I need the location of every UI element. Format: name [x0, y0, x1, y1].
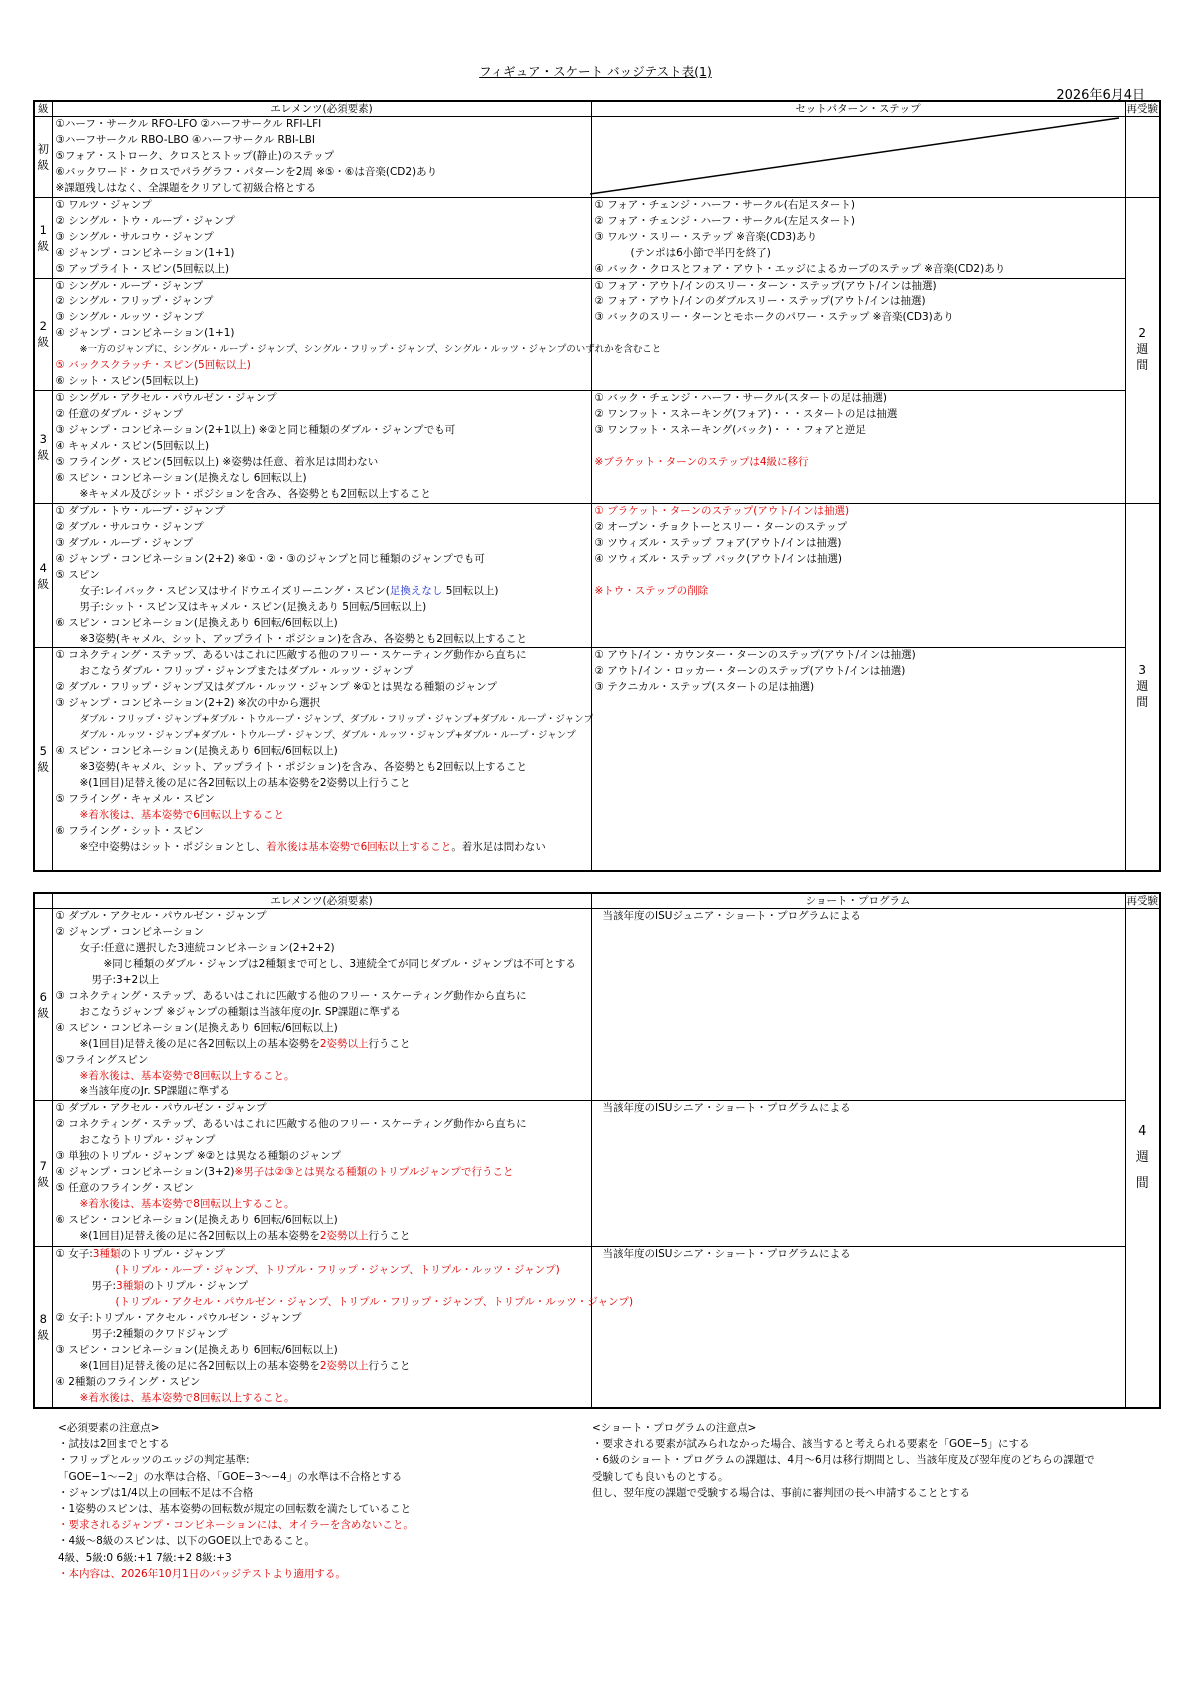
line-item: ① ダブル・アクセル・パウルゼン・ジャンプ — [55, 910, 267, 922]
line-item: ① フォア・チェンジ・ハーフ・サークル(右足スタート) — [594, 198, 856, 211]
document-date: 2026年6月4日 — [1056, 88, 1145, 103]
header-level: 級 — [34, 101, 52, 117]
line-item: ① ダブル・トウ・ループ・ジャンプ — [55, 504, 225, 517]
line-item: ① シングル・アクセル・パウルゼン・ジャンプ — [55, 392, 277, 405]
level-label: 級 — [37, 760, 49, 775]
level-label: 級 — [37, 238, 49, 253]
line-item: ④ ジャンプ・コンビネーション(1+1) — [55, 246, 235, 259]
highlight-red: ※男子は②③とは異なる種類のトリプルジャンプで行うこと — [234, 1166, 514, 1179]
retest-label: 間 — [1135, 1175, 1149, 1191]
line-item: ⑤ フライング・キャメル・スピン — [55, 793, 215, 806]
header-retest: 再受験 — [1126, 103, 1158, 115]
line-item: ⑥ フライング・シット・スピン — [55, 824, 205, 837]
line-item: ③ ワンフット・スネーキング(バック)・・・フォアと逆足 — [594, 424, 866, 437]
header-retest: 再受験 — [1126, 895, 1158, 907]
line-item: ⑥ スピン・コンビネーション(足換えあり 6回転/6回転以上) — [55, 1214, 338, 1227]
table-row — [34, 648, 1160, 871]
elements-cell — [52, 117, 591, 198]
line-item: ※(1回目)足替え後の足に各2回転以上の基本姿勢を2姿勢以上行うこと — [79, 1360, 411, 1373]
line-item: ④ ジャンプ・コンビネーション(3+2)※男子は②③とは異なる種類のトリプルジャンプで行うこと — [55, 1166, 514, 1179]
line-item: ② オープン・チョクトーとスリー・ターンのステップ — [594, 520, 848, 533]
line-item: ② シングル・フリップ・ジャンプ — [55, 295, 214, 308]
line-item: ④ ツウィズル・ステップ バック(アウト/インは抽選) — [594, 552, 842, 565]
level-label: 7 — [39, 1158, 47, 1173]
line-item: ⑤フライングスピン — [55, 1053, 149, 1066]
line-item: ⑥ シット・スピン(5回転以上) — [55, 375, 199, 388]
line-item: ④ ジャンプ・コンビネーション(1+1) — [55, 327, 235, 340]
level-cell — [34, 909, 52, 1101]
line-item: ③ 単独のトリプル・ジャンプ ※②とは異なる種類のジャンプ — [55, 1150, 341, 1163]
pattern-cell — [591, 503, 1125, 648]
header-pattern: セットパターン・ステップ — [591, 101, 1125, 117]
line-item: ⑤ アップライト・スピン(5回転以上) — [55, 262, 230, 275]
level-cell — [34, 197, 52, 278]
line-item: ③ ワルツ・スリー・ステップ ※音楽(CD3)あり — [594, 230, 818, 243]
level-label: 級 — [37, 1174, 49, 1189]
line-item: ② ダブル・フリップ・ジャンプ又はダブル・ルッツ・ジャンプ ※①とは異なる種類のジャンプ — [55, 681, 497, 694]
line-item: 「GOE−1〜−2」の水準は合格、「GOE−3〜−4」の水準は不合格とする — [58, 1470, 403, 1483]
line-item: ※空中姿勢はシット・ポジションとし、着氷後は基本姿勢で6回転以上すること。着氷足は問わない — [79, 840, 546, 853]
retest-label: 週 — [1136, 342, 1149, 357]
level-label: 級 — [37, 335, 49, 350]
line-item: ダブル・フリップ・ジャンプ+ダブル・トウループ・ジャンプ、ダブル・フリップ・ジャンプ+ダブル・ループ・ジャンプ — [79, 714, 594, 726]
level-label: 級 — [37, 1005, 49, 1020]
line-item: ダブル・ルッツ・ジャンプ+ダブル・トウループ・ジャンプ、ダブル・ルッツ・ジャンプ+ダブル・ループ・ジャンプ — [79, 730, 576, 742]
line-item: ② コネクティング・ステップ、あるいはこれに匹敵する他のフリー・スケーティング動作から直ちに — [55, 1118, 527, 1131]
line-item: ※同じ種類のダブル・ジャンプは2種類まで可とし、3連続全てが同じダブル・ジャンプは不可とする — [103, 957, 576, 970]
not-applicable-diagonal — [590, 118, 1119, 194]
line-item: <ショート・プログラムの注意点> — [592, 1422, 757, 1434]
program-cell — [591, 909, 1125, 1101]
line-item: ① ワルツ・ジャンプ — [55, 198, 152, 211]
header-level-blank — [34, 893, 52, 909]
line-item: 男子:2種類のクワドジャンプ — [91, 1328, 228, 1341]
table-row — [34, 1101, 1160, 1247]
line-item: ・1姿勢のスピンは、基本姿勢の回転数が規定の回転数を満たしていること — [58, 1503, 412, 1516]
line-item: (トリプル・アクセル・パウルゼン・ジャンプ、トリプル・フリップ・ジャンプ、トリプル・ルッツ・ジャンプ) — [115, 1296, 634, 1309]
line-item: ※3姿勢(キャメル、シット、アップライト・ポジション)を含み、各姿勢とも2回転以上すること — [79, 761, 527, 774]
line-item: ③ハーフサークル RBO-LBO ④ハーフサークル RBI-LBI — [55, 133, 315, 146]
line-item: 女子:任意に選択した3連続コンビネーション(2+2+2) — [79, 941, 335, 954]
level-cell — [34, 117, 52, 198]
line-item: ※3姿勢(キャメル、シット、アップライト・ポジション)を含み、各姿勢とも2回転以上すること — [79, 632, 527, 645]
line-item: 女子:レイバック・スピン又はサイドウエイズリーニング・スピン(足換えなし 5回転以上) — [79, 584, 499, 597]
elements-cell — [52, 278, 662, 391]
line-item: ② ダブル・サルコウ・ジャンプ — [55, 520, 204, 533]
line-item: ・4級〜8級のスピンは、以下のGOE以上であること。 — [58, 1535, 315, 1548]
line-item: (テンポは6小節で半円を終了) — [630, 246, 771, 259]
highlight-red: 2姿勢以上 — [319, 1360, 369, 1373]
line-item: ① バック・チェンジ・ハーフ・サークル(スタートの足は抽選) — [594, 392, 888, 405]
line-item: 男子:シット・スピン又はキャメル・スピン(足換えあり 5回転/5回転以上) — [79, 600, 427, 613]
elements-cell — [52, 648, 594, 871]
line-item: ※ブラケット・ターンのステップは4級に移行 — [594, 456, 809, 469]
line-item: 男子:3種類のトリプル・ジャンプ — [91, 1280, 249, 1293]
line-item: ※一方のジャンプに、シングル・ループ・ジャンプ、シングル・フリップ・ジャンプ、シングル・ルッツ・ジャンプのいずれかを含むこと — [79, 344, 662, 356]
line-item: ※着氷後は、基本姿勢で8回転以上すること。 — [79, 1392, 295, 1405]
line-item: ① ダブル・アクセル・パウルゼン・ジャンプ — [55, 1102, 267, 1115]
line-item: ① 女子:3種類のトリプル・ジャンプ — [55, 1248, 225, 1261]
header-program: ショート・プログラム — [591, 893, 1125, 909]
table-row — [34, 503, 1160, 648]
table-row — [34, 1247, 1160, 1408]
table-row — [34, 391, 1160, 504]
program-text: 当該年度のISUシニア・ショート・プログラムによる — [602, 1248, 851, 1261]
elements-cell — [52, 1101, 591, 1247]
line-item: ② ジャンプ・コンビネーション — [55, 925, 205, 938]
line-item: ① ブラケット・ターンのステップ(アウト/インは抽選) — [594, 504, 850, 517]
line-item: ⑤ フライング・スピン(5回転以上) ※姿勢は任意、着氷足は問わない — [55, 456, 379, 469]
highlight-red: 3種類 — [116, 1280, 144, 1293]
line-item: ① シングル・ループ・ジャンプ — [55, 279, 204, 292]
line-item: ④ スピン・コンビネーション(足換えあり 6回転/6回転以上) — [55, 1021, 338, 1034]
table-row — [34, 197, 1160, 278]
line-item: ※着氷後は、基本姿勢で6回転以上すること — [79, 808, 284, 821]
line-item: ※(1回目)足替え後の足に各2回転以上の基本姿勢を2姿勢以上行うこと — [79, 1037, 411, 1050]
line-item: ⑤ 任意のフライング・スピン — [55, 1182, 194, 1195]
highlight-red: 2姿勢以上 — [319, 1230, 369, 1243]
level-label: 初 — [37, 141, 49, 156]
elements-cell — [52, 197, 591, 278]
highlight-red: 3種類 — [92, 1248, 121, 1261]
line-item: ③ シングル・ルッツ・ジャンプ — [55, 311, 204, 324]
program-cell — [591, 1247, 1125, 1408]
line-item: ① コネクティング・ステップ、あるいはこれに匹敵する他のフリー・スケーティング動作から直ちに — [55, 649, 527, 662]
line-item: ③ コネクティング・ステップ、あるいはこれに匹敵する他のフリー・スケーティング動作から直ちに — [55, 989, 527, 1002]
header-elements: エレメンツ(必須要素) — [52, 893, 591, 909]
line-item: おこなうダブル・フリップ・ジャンプまたはダブル・ルッツ・ジャンプ — [79, 665, 414, 678]
line-item: ※当該年度のJr. SP課題に準ずる — [79, 1085, 230, 1098]
line-item: ② ワンフット・スネーキング(フォア)・・・スタートの足は抽選 — [594, 408, 898, 421]
line-item: ・フリップとルッツのエッジの判定基準: — [58, 1454, 250, 1467]
line-item: ③ バックのスリー・ターンとモホークのパワー・ステップ ※音楽(CD3)あり — [594, 311, 954, 324]
elements-cell — [52, 503, 591, 648]
line-item: ② 女子:トリプル・アクセル・パウルゼン・ジャンプ — [55, 1312, 302, 1325]
line-item: ※(1回目)足替え後の足に各2回転以上の基本姿勢を2姿勢以上行うこと — [79, 777, 411, 790]
level-label: 6 — [39, 989, 47, 1004]
highlight-red: 着氷後は基本姿勢で6回転以上すること — [266, 840, 452, 853]
line-item: ※着氷後は、基本姿勢で8回転以上すること。 — [79, 1069, 295, 1082]
line-item: ※着氷後は、基本姿勢で8回転以上すること。 — [79, 1198, 295, 1211]
line-item: ④ バック・クロスとフォア・アウト・エッジによるカーブのステップ ※音楽(CD2)あり — [594, 262, 1006, 275]
line-item: 男子:3+2以上 — [91, 973, 160, 986]
line-item: ② フォア・チェンジ・ハーフ・サークル(左足スタート) — [594, 214, 856, 227]
level-label: 4 — [39, 560, 47, 575]
line-item: ・6級のショート・プログラムの課題は、4月〜6月は移行期間とし、当該年度及び翌年度のどちらの課題で — [592, 1454, 1095, 1467]
line-item: ③ ジャンプ・コンビネーション(2+2) ※次の中から選択 — [55, 697, 321, 710]
retest-label: 4 — [1138, 1124, 1147, 1140]
retest-cell — [1125, 503, 1160, 871]
level-cell — [34, 1101, 52, 1247]
line-item: ④ キャメル・スピン(5回転以上) — [55, 440, 210, 453]
line-item: ③ ダブル・ループ・ジャンプ — [55, 536, 194, 549]
elements-cell — [52, 909, 591, 1101]
line-item: ⑥ スピン・コンビネーション(足換えあり 6回転/6回転以上) — [55, 616, 338, 629]
retest-label: 間 — [1136, 358, 1149, 373]
retest-label: 週 — [1136, 678, 1149, 693]
retest-cell — [1125, 909, 1160, 1408]
retest-label: 2 — [1138, 326, 1147, 341]
line-item: ② アウト/イン・ロッカー・ターンのステップ(アウト/インは抽選) — [594, 665, 906, 678]
line-item: ③ テクニカル・ステップ(スタートの足は抽選) — [594, 681, 815, 694]
pattern-cell — [591, 197, 1125, 278]
program-cell — [591, 1101, 1125, 1247]
level-cell — [34, 1247, 52, 1408]
line-item: ・要求される要素が試みられなかった場合、該当すると考えられる要素を「GOE−5」にする — [592, 1438, 1030, 1451]
line-item: ② フォア・アウト/インのダブルスリー・ステップ(アウト/インは抽選) — [594, 295, 926, 308]
level-label: 5 — [39, 744, 47, 759]
line-item: ※キャメル及びシット・ポジションを含み、各姿勢とも2回転以上すること — [79, 487, 431, 500]
line-item: ⑤フォア・ストローク、クロスとストップ(静止)のステップ — [55, 149, 335, 162]
level-cell — [34, 391, 52, 504]
line-item: ・ジャンプは1/4以上の回転不足は不合格 — [58, 1486, 254, 1499]
line-item: <必須要素の注意点> — [58, 1422, 160, 1434]
elements-cell — [52, 391, 591, 504]
line-item: ③ ツウィズル・ステップ フォア(アウト/インは抽選) — [594, 536, 842, 549]
line-item: ⑤ バックスクラッチ・スピン(5回転以上) — [55, 359, 251, 372]
pattern-cell — [591, 391, 1125, 504]
pattern-cell — [591, 648, 1125, 871]
line-item: ④ 2種類のフライング・スピン — [55, 1376, 201, 1389]
badge-test-table-1 — [33, 100, 1161, 872]
line-item: ② 任意のダブル・ジャンプ — [55, 408, 184, 421]
table-row — [34, 278, 1160, 391]
line-item: 受験しても良いものとする。 — [592, 1470, 729, 1483]
line-item: ④ ジャンプ・コンビネーション(2+2) ※①・②・③のジャンプと同じ種類のジャンプでも可 — [55, 552, 485, 565]
retest-label: 3 — [1138, 662, 1147, 677]
line-item: おこなうジャンプ ※ジャンプの種類は当該年度のJr. SP課題に準ずる — [79, 1005, 401, 1018]
short-program-notes — [592, 1420, 1095, 1501]
program-text: 当該年度のISUジュニア・ショート・プログラムによる — [602, 910, 861, 922]
line-item — [595, 568, 1125, 584]
level-label: 級 — [37, 1328, 49, 1343]
line-item: ※トウ・ステップの削除 — [594, 584, 709, 597]
elements-notes — [58, 1420, 414, 1582]
line-item: ⑤ スピン — [55, 568, 100, 581]
line-item: ④ スピン・コンビネーション(足換えあり 6回転/6回転以上) — [55, 745, 338, 758]
level-cell — [34, 278, 52, 391]
line-item: ※(1回目)足替え後の足に各2回転以上の基本姿勢を2姿勢以上行うこと — [79, 1230, 411, 1243]
level-cell — [34, 648, 52, 871]
level-label: 級 — [37, 576, 49, 591]
table-row — [34, 909, 1160, 1101]
line-item: ・試技は2回までとする — [58, 1438, 170, 1451]
page-title: フィギュア・スケート バッジテスト表(1) — [479, 64, 712, 79]
line-item: ⑥ スピン・コンビネーション(足換えなし 6回転以上) — [55, 471, 307, 484]
line-item: ② シングル・トウ・ループ・ジャンプ — [55, 214, 235, 227]
line-item: (トリプル・ループ・ジャンプ、トリプル・フリップ・ジャンプ、トリプル・ルッツ・ジャンプ) — [115, 1264, 560, 1277]
badge-test-table-2 — [33, 892, 1161, 1409]
retest-cell — [1125, 197, 1160, 503]
level-label: 1 — [39, 222, 47, 237]
line-item: ・要求されるジャンプ・コンビネーションには、オイラーを含めないこと。 — [58, 1519, 414, 1532]
retest-label: 週 — [1135, 1150, 1149, 1165]
pattern-cell — [591, 278, 1125, 391]
level-label: 2 — [39, 319, 47, 334]
program-text: 当該年度のISUシニア・ショート・プログラムによる — [602, 1102, 851, 1115]
level-label: 級 — [37, 157, 49, 172]
retest-cell-blank — [1125, 117, 1160, 198]
line-item: おこなうトリプル・ジャンプ — [79, 1134, 216, 1147]
line-item — [595, 439, 1125, 455]
line-item: ・本内容は、2026年10月1日のバッジテストより適用する。 — [58, 1567, 346, 1580]
retest-label: 間 — [1136, 694, 1149, 709]
line-item: ③ シングル・サルコウ・ジャンプ — [55, 230, 214, 243]
highlight-blue: 足換えなし — [389, 584, 443, 597]
level-label: 8 — [39, 1312, 47, 1327]
header-elements: エレメンツ(必須要素) — [52, 101, 591, 117]
line-item: ⑥バックワード・クロスでパラグラフ・パターンを2周 ※⑤・⑥は音楽(CD2)あり — [55, 165, 438, 178]
line-item: 4級、5級:0 6級:+1 7級:+2 8級:+3 — [58, 1551, 232, 1564]
line-item: ① フォア・アウト/インのスリー・ターン・ステップ(アウト/インは抽選) — [594, 279, 937, 292]
highlight-red: 2姿勢以上 — [319, 1037, 369, 1050]
line-item: ③ スピン・コンビネーション(足換えあり 6回転/6回転以上) — [55, 1344, 338, 1357]
level-label: 級 — [37, 448, 49, 463]
elements-cell — [52, 1247, 634, 1408]
line-item: ③ ジャンプ・コンビネーション(2+1以上) ※②と同じ種類のダブル・ジャンプでも可 — [55, 424, 456, 437]
level-label: 3 — [39, 432, 47, 447]
level-cell — [34, 503, 52, 648]
line-item: ① アウト/イン・カウンター・ターンのステップ(アウト/インは抽選) — [594, 649, 916, 662]
line-item: ①ハーフ・サークル RFO-LFO ②ハーフサークル RFI-LFI — [55, 118, 322, 130]
line-item: ※課題残しはなく、全課題をクリアして初級合格とする — [55, 181, 317, 194]
line-item: 但し、翌年度の課題で受験する場合は、事前に審判団の長へ申請することとする — [592, 1486, 970, 1499]
